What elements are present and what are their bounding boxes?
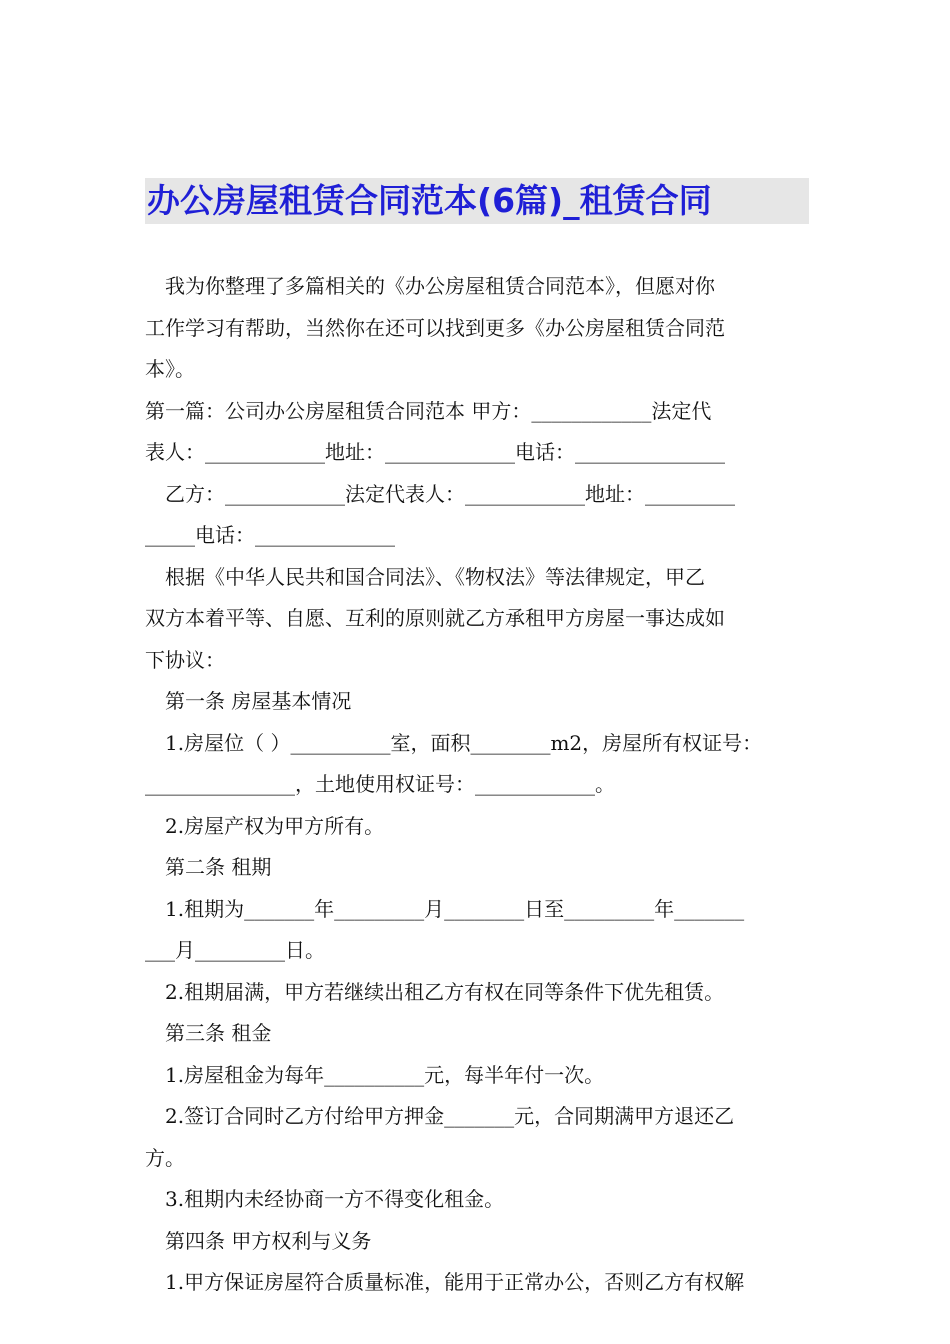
paragraph-line: 双方本着平等、自愿、互利的原则就乙方承租甲方房屋一事达成如 — [145, 606, 725, 630]
paragraph-line: 2.租期届满，甲方若继续出租乙方有权在同等条件下优先租赁。 — [165, 979, 725, 1004]
paragraph-line: 方。 — [145, 1145, 185, 1170]
paragraph-line: 我为你整理了多篇相关的《办公房屋租赁合同范本》，但愿对你 — [165, 274, 715, 298]
paragraph-line: 1.租期为_______年_________月________日至_________年_______ — [165, 896, 745, 921]
paragraph-line: 2.房屋产权为甲方所有。 — [165, 813, 385, 838]
paragraph-line: 1.房屋位（ ）__________室，面积________m2，房屋所有权证号： — [165, 730, 763, 755]
section-heading: 第一条 房屋基本情况 — [165, 689, 352, 713]
paragraph-line: 工作学习有帮助，当然你在还可以找到更多《办公房屋租赁合同范 — [145, 315, 725, 340]
paragraph-line: 本》。 — [145, 357, 195, 381]
paragraph-line: 乙方：____________法定代表人：____________地址：_________ — [165, 481, 735, 506]
paragraph-line: 第一篇：公司办公房屋租赁合同范本 甲方：____________法定代 — [145, 398, 712, 423]
paragraph-line: _____电话：______________ — [145, 523, 395, 547]
paragraph-line: ___月_________日。 — [145, 938, 325, 962]
document-title: 办公房屋租赁合同范本(6篇)_租赁合同 — [145, 178, 809, 224]
section-heading: 第四条 甲方权利与义务 — [165, 1228, 372, 1253]
paragraph-line: 3.租期内未经协商一方不得变化租金。 — [165, 1187, 505, 1211]
paragraph-line: _______________，土地使用权证号：____________。 — [145, 772, 615, 796]
document-body — [145, 268, 813, 1306]
section-heading: 第三条 租金 — [165, 1021, 272, 1045]
paragraph-line: 表人：____________地址：_____________电话：_______________ — [145, 440, 725, 464]
paragraph-line: 2.签订合同时乙方付给甲方押金_______元，合同期满甲方退还乙 — [165, 1104, 735, 1128]
paragraph-line: 下协议： — [145, 647, 225, 672]
paragraph-line: 根据《中华人民共和国合同法》、《物权法》等法律规定，甲乙 — [165, 564, 705, 589]
section-heading: 第二条 租期 — [165, 855, 272, 879]
paragraph-line: 1.甲方保证房屋符合质量标准，能用于正常办公，否则乙方有权解 — [165, 1270, 745, 1294]
paragraph-line: 1.房屋租金为每年__________元，每半年付一次。 — [165, 1062, 605, 1087]
